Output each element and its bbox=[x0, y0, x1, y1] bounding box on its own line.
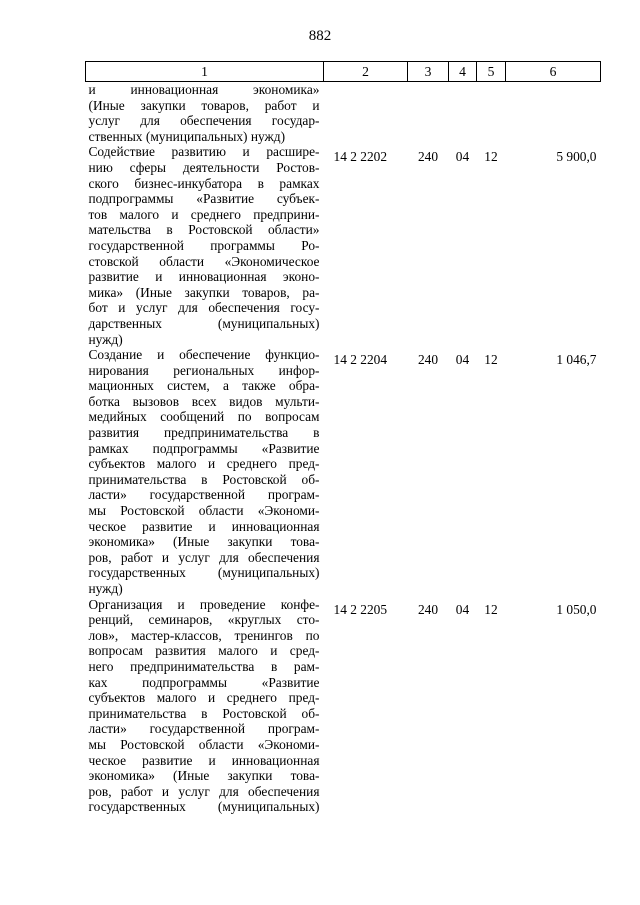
description-line: ческое развитие и инновационная bbox=[88, 518, 320, 534]
table-body bbox=[86, 82, 601, 815]
description-line: мика» (Иные закупки товаров, ра- bbox=[88, 284, 320, 300]
description-line: ласти» государственной програм- bbox=[88, 487, 320, 503]
description-line: бот и услуг для обеспечения госу- bbox=[88, 300, 320, 316]
description-line: рамках подпрограммы «Развитие bbox=[88, 440, 320, 456]
description-line: (Иные закупки товаров, работ и bbox=[88, 97, 320, 113]
row-code: 14 2 2204 bbox=[333, 352, 388, 368]
table-row bbox=[86, 347, 601, 597]
row-subsection: 12 bbox=[484, 352, 498, 368]
table-row bbox=[86, 144, 601, 347]
page-number: 882 bbox=[308, 28, 332, 44]
header-col-4: 4 bbox=[449, 62, 477, 82]
row-subsection bbox=[477, 82, 506, 145]
description-line: принимательства в Ростовской об- bbox=[88, 471, 320, 487]
description-line: подпрограммы «Развитие субъек- bbox=[88, 191, 320, 207]
row-section: 04 bbox=[455, 352, 470, 368]
description-line: государственной программы Ро- bbox=[88, 237, 320, 253]
row-amount: 1 050,0 bbox=[556, 601, 597, 617]
header-col-3: 3 bbox=[408, 62, 449, 82]
row-section: 04 bbox=[455, 601, 470, 617]
row-amount bbox=[506, 82, 601, 145]
header-col-2: 2 bbox=[324, 62, 408, 82]
description-line: вопросам развития малого и сред- bbox=[88, 643, 320, 659]
description-line: ров, работ и услуг для обеспечения bbox=[88, 783, 320, 799]
description-line: ров, работ и услуг для обеспечения bbox=[88, 549, 320, 565]
row-code: 14 2 2205 bbox=[333, 601, 388, 617]
description-line: нужд) bbox=[88, 331, 123, 347]
header-col-5: 5 bbox=[477, 62, 506, 82]
description-line: услуг для обеспечения государ- bbox=[88, 113, 320, 129]
description-line: мационных систем, а также обра- bbox=[88, 378, 320, 394]
header-col-1: 1 bbox=[86, 62, 324, 82]
row-expense-type: 240 bbox=[417, 601, 439, 617]
description-line: развитие и инновационная эконо- bbox=[88, 269, 320, 285]
row-subsection: 12 bbox=[484, 601, 498, 617]
description-line: ренций, семинаров, «круглых сто- bbox=[88, 612, 320, 628]
description-line: Организация и проведение конфе- bbox=[88, 596, 320, 612]
description-line: Содействие развитию и расшире- bbox=[88, 144, 320, 160]
header-row bbox=[86, 62, 601, 82]
description-line: ственных (муниципальных) нужд) bbox=[88, 128, 286, 144]
header-col-6: 6 bbox=[506, 62, 601, 82]
table-row bbox=[86, 82, 601, 145]
row-subsection: 12 bbox=[484, 149, 498, 165]
row-section bbox=[449, 82, 477, 145]
description-line: нию сферы деятельности Ростов- bbox=[88, 159, 320, 175]
description-line: медийных сообщений по вопросам bbox=[88, 409, 320, 425]
row-amount: 5 900,0 bbox=[556, 149, 597, 165]
row-code bbox=[324, 82, 408, 145]
description-line: мы Ростовской области «Экономи- bbox=[88, 736, 320, 752]
table-row bbox=[86, 597, 601, 815]
description-line: Создание и обеспечение функцио- bbox=[88, 347, 320, 363]
row-description bbox=[86, 347, 324, 597]
description-line: мательства в Ростовской области» bbox=[88, 222, 320, 238]
description-line: нирования региональных инфор- bbox=[88, 362, 320, 378]
row-expense-type: 240 bbox=[417, 352, 439, 368]
description-line: тов малого и среднего предприни- bbox=[88, 206, 320, 222]
budget-table bbox=[85, 61, 601, 815]
row-code: 14 2 2202 bbox=[333, 149, 388, 165]
row-description bbox=[86, 144, 324, 347]
description-line: ческое развитие и инновационная bbox=[88, 752, 320, 768]
description-line: ского бизнес-инкубатора в рамках bbox=[88, 175, 320, 191]
table-header bbox=[86, 62, 601, 82]
description-line: нужд) bbox=[88, 581, 123, 596]
description-line: мы Ростовской области «Экономи- bbox=[88, 503, 320, 519]
description-line: государственных (муниципальных) bbox=[88, 565, 320, 581]
row-section: 04 bbox=[455, 149, 470, 165]
description-line: субъектов малого и среднего пред- bbox=[88, 456, 320, 472]
description-line: принимательства в Ростовской об- bbox=[88, 705, 320, 721]
description-line: и инновационная экономика» bbox=[88, 82, 320, 97]
row-amount: 1 046,7 bbox=[556, 352, 597, 368]
row-expense-type bbox=[408, 82, 449, 145]
description-line: него предпринимательства в рам- bbox=[88, 658, 320, 674]
description-line: стовской области «Экономическое bbox=[88, 253, 320, 269]
description-line: развития предпринимательства в bbox=[88, 425, 320, 441]
description-line: экономика» (Иные закупки това- bbox=[88, 534, 320, 550]
description-line: субъектов малого и среднего пред- bbox=[88, 690, 320, 706]
description-line: ласти» государственной програм- bbox=[88, 721, 320, 737]
description-line: экономика» (Иные закупки това- bbox=[88, 768, 320, 784]
description-line: государственных (муниципальных) bbox=[88, 799, 320, 815]
description-line: ботка вызовов всех видов мульти- bbox=[88, 393, 320, 409]
description-line: дарственных (муниципальных) bbox=[88, 315, 320, 331]
description-line: ках подпрограммы «Развитие bbox=[88, 674, 320, 690]
row-description bbox=[86, 597, 324, 815]
row-expense-type: 240 bbox=[417, 149, 439, 165]
row-description bbox=[86, 82, 324, 145]
description-line: лов», мастер-классов, тренингов по bbox=[88, 627, 320, 643]
